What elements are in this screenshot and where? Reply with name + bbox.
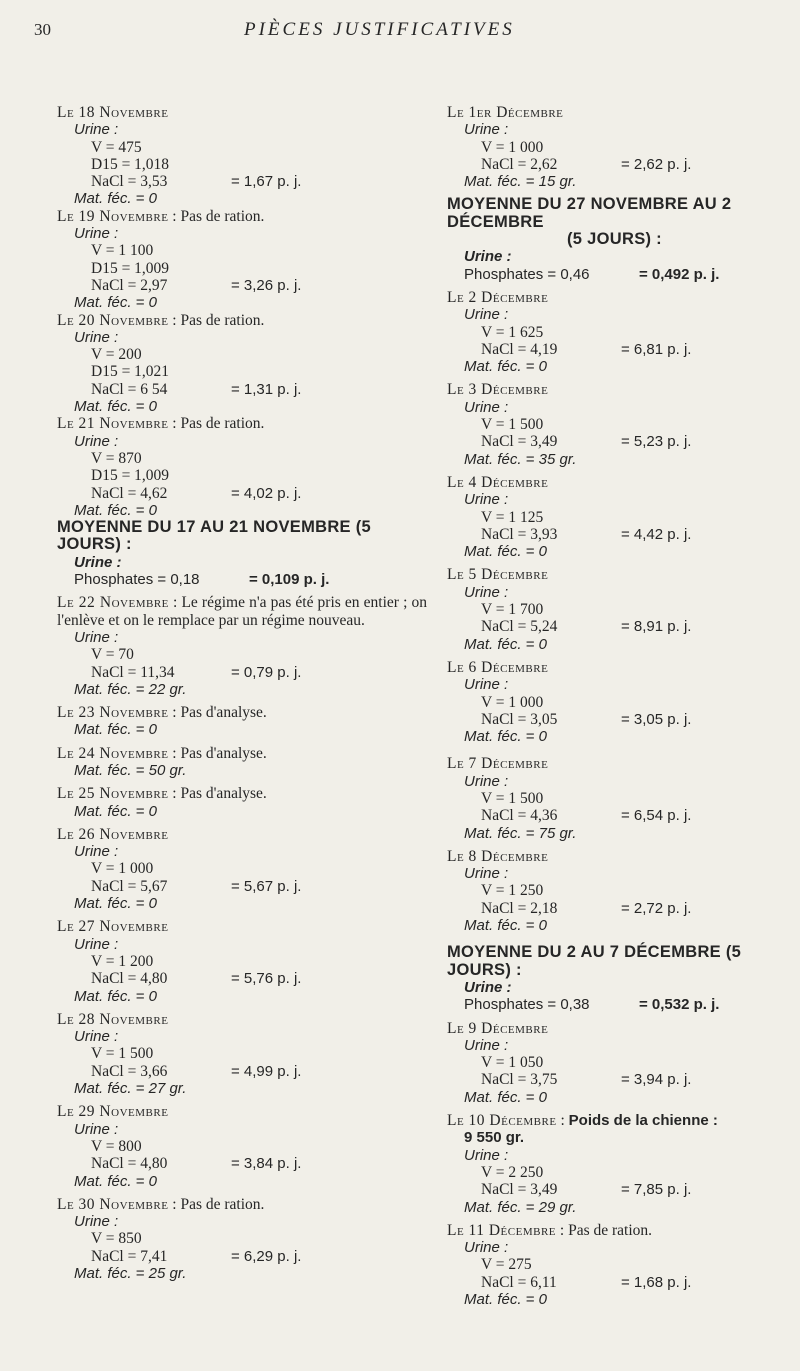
entry-2-dec <box>447 289 793 375</box>
entry-date: Le 11 Décembre <box>447 1221 557 1239</box>
fecal-matter: Mat. féc. = 27 gr. <box>74 1080 187 1098</box>
nacl-per-day: = 2,62 p. j. <box>621 155 692 173</box>
urine-label: Urine : <box>464 121 509 139</box>
entry-30-nov: Le 30 Novembre : Pas de ration. Urine : V = 850 NaCl = 7,41 = 6,29 p. j. Mat. féc. = 25 gr. <box>57 1196 427 1282</box>
volume: V = 1 500 <box>481 789 544 807</box>
left-column <box>57 104 427 1282</box>
fecal-matter: Mat. féc. = 0 <box>74 294 157 312</box>
entry-23-nov: Le 23 Novembre : Pas d'analyse. Mat. féc. = 0 <box>57 704 427 739</box>
volume: V = 2 250 <box>481 1163 544 1181</box>
fecal-matter: Mat. féc. = 0 <box>464 917 547 935</box>
fecal-matter: Mat. féc. = 0 <box>74 802 157 820</box>
nacl-value: NaCl = 3,66 <box>91 1062 168 1080</box>
volume: V = 1 000 <box>481 138 544 156</box>
fecal-matter: Mat. féc. = 0 <box>74 501 157 519</box>
urine-label: Urine : <box>464 583 509 601</box>
nacl-value: NaCl = 3,75 <box>481 1071 558 1089</box>
entry-24-nov: Le 24 Novembre : Pas d'analyse. Mat. féc. = 50 gr. <box>57 745 427 780</box>
entry-date: Le 26 Novembre <box>57 825 169 843</box>
nacl-value: NaCl = 3,53 <box>91 173 168 191</box>
urine-label: Urine : <box>74 553 122 571</box>
nacl-per-day: = 0,79 p. j. <box>231 663 302 681</box>
urine-label: Urine : <box>74 628 119 646</box>
volume: V = 1 100 <box>91 242 154 260</box>
fecal-matter: Mat. féc. = 0 <box>74 721 157 739</box>
page-number: 30 <box>34 20 51 39</box>
nacl-value: NaCl = 3,05 <box>481 710 558 728</box>
urine-label: Urine : <box>464 491 509 509</box>
entry-date: Le 4 Décembre <box>447 473 549 491</box>
volume: V = 1 125 <box>481 508 544 526</box>
nacl-value: NaCl = 4,62 <box>91 484 168 502</box>
entry-9-dec <box>447 1020 793 1106</box>
urine-label: Urine : <box>74 328 119 346</box>
entry-note: Pas d'analyse. <box>180 704 267 722</box>
fecal-matter: Mat. féc. = 0 <box>464 635 547 653</box>
phosphates-per-day: = 0,109 p. j. <box>249 571 330 589</box>
entry-note: Poids de la chienne : <box>568 1112 718 1130</box>
nacl-value: NaCl = 4,19 <box>481 340 558 358</box>
entry-date: Le 29 Novembre <box>57 1103 169 1121</box>
entry-date: Le 27 Novembre <box>57 918 169 936</box>
entry-note: Pas de ration. <box>180 311 265 329</box>
fecal-matter: Mat. féc. = 0 <box>74 398 157 416</box>
volume: V = 1 625 <box>481 323 544 341</box>
urine-label: Urine : <box>464 1239 509 1257</box>
nacl-value: NaCl = 2,18 <box>481 899 558 917</box>
entry-29-nov <box>57 1103 427 1189</box>
mean-title: MOYENNE DU 2 AU 7 DÉCEMBRE (5 JOURS) : <box>447 943 742 979</box>
nacl-value: NaCl = 3,49 <box>481 1181 558 1199</box>
entry-date: Le 28 Novembre <box>57 1010 169 1028</box>
volume: V = 1 050 <box>481 1054 544 1072</box>
volume: V = 1 500 <box>481 416 544 434</box>
urine-label: Urine : <box>74 121 119 139</box>
entry-date: Le 22 Novembre <box>57 594 169 612</box>
fecal-matter: Mat. féc. = 0 <box>464 728 547 746</box>
entry-20-nov: Le 20 Novembre : Pas de ration. Urine : V = 200 D15 = 1,021 NaCl = 6 54 = 1,31 p. j. Mat. féc. = 0 <box>57 312 427 416</box>
entry-1-dec <box>447 104 793 190</box>
nacl-value: NaCl = 4,80 <box>91 1155 168 1173</box>
entry-22-nov: Le 22 Novembre : Le régime n'a pas été pris en entier ; on l'enlève et on le remplace par un régime nouveau. Urine : V = 70 NaCl = 11,34 = 0,79 p. j. Mat. féc. = 22 gr. <box>57 594 427 698</box>
fecal-matter: Mat. féc. = 0 <box>464 1291 547 1308</box>
volume: V = 200 <box>91 346 142 364</box>
right-column <box>447 104 793 1308</box>
entry-note: Le régime n'a pas été pris en entier ; on l'enlève et on le remplace par un régime nouveau. <box>57 594 427 629</box>
entry-date: Le 5 Décembre <box>447 566 549 584</box>
volume: V = 1 000 <box>91 860 154 878</box>
entry-note: Pas de ration. <box>180 415 265 433</box>
density: D15 = 1,009 <box>91 467 170 485</box>
entry-date: Le 30 Novembre <box>57 1195 169 1213</box>
volume: V = 1 250 <box>481 882 544 900</box>
entry-date: Le 8 Décembre <box>447 847 549 865</box>
nacl-value: NaCl = 6 54 <box>91 380 168 398</box>
running-title: PIÈCES JUSTIFICATIVES <box>244 19 515 40</box>
volume: V = 870 <box>91 449 142 467</box>
nacl-value: NaCl = 2,62 <box>481 155 558 173</box>
volume: V = 1 200 <box>91 952 154 970</box>
entry-note: Pas d'analyse. <box>180 785 267 803</box>
urine-label: Urine : <box>74 225 119 243</box>
fecal-matter: Mat. féc. = 25 gr. <box>74 1265 187 1282</box>
nacl-per-day: = 8,91 p. j. <box>621 618 692 636</box>
fecal-matter: Mat. féc. = 75 gr. <box>464 824 577 842</box>
entry-date: Le 21 Novembre <box>57 415 169 433</box>
dog-weight: 9 550 gr. <box>464 1129 525 1147</box>
fecal-matter: Mat. féc. = 0 <box>464 1088 547 1106</box>
entry-8-dec <box>447 848 793 934</box>
volume: V = 275 <box>481 1256 532 1274</box>
nacl-per-day: = 7,85 p. j. <box>621 1181 692 1199</box>
nacl-per-day: = 4,02 p. j. <box>231 484 302 502</box>
entry-28-nov <box>57 1011 427 1097</box>
volume: V = 800 <box>91 1137 142 1155</box>
entry-date: Le 1er Décembre <box>447 104 564 121</box>
urine-label: Urine : <box>74 935 119 953</box>
nacl-per-day: = 5,23 p. j. <box>621 433 692 451</box>
urine-label: Urine : <box>464 248 512 266</box>
entry-date: Le 9 Décembre <box>447 1019 549 1037</box>
entry-date: Le 23 Novembre <box>57 704 169 722</box>
entry-date: Le 10 Décembre <box>447 1112 557 1130</box>
mean-27-nov-2-dec <box>447 196 793 282</box>
entry-7-dec <box>447 755 793 841</box>
urine-label: Urine : <box>464 398 509 416</box>
entry-date: Le 3 Décembre <box>447 381 549 399</box>
phosphates-value: Phosphates = 0,38 <box>464 996 590 1014</box>
entry-date: Le 24 Novembre <box>57 744 169 762</box>
nacl-per-day: = 4,99 p. j. <box>231 1062 302 1080</box>
page-header <box>0 20 800 50</box>
nacl-per-day: = 1,31 p. j. <box>231 380 302 398</box>
urine-label: Urine : <box>74 1120 119 1138</box>
nacl-per-day: = 2,72 p. j. <box>621 899 692 917</box>
urine-label: Urine : <box>464 978 512 996</box>
mean-2-7-dec <box>447 944 793 1013</box>
nacl-per-day: = 4,42 p. j. <box>621 525 692 543</box>
nacl-value: NaCl = 4,80 <box>91 970 168 988</box>
volume: V = 70 <box>91 646 134 664</box>
nacl-value: NaCl = 2,97 <box>91 276 168 294</box>
fecal-matter: Mat. féc. = 29 gr. <box>464 1198 577 1216</box>
nacl-per-day: = 3,26 p. j. <box>231 276 302 294</box>
nacl-per-day: = 3,94 p. j. <box>621 1071 692 1089</box>
phosphates-per-day: = 0,492 p. j. <box>639 265 720 283</box>
urine-label: Urine : <box>464 1146 509 1164</box>
entry-note: Pas de ration. <box>180 207 265 225</box>
urine-label: Urine : <box>464 865 509 883</box>
nacl-per-day: = 5,67 p. j. <box>231 877 302 895</box>
urine-label: Urine : <box>464 772 509 790</box>
mean-title-cont: (5 JOURS) : <box>567 230 662 249</box>
phosphates-per-day: = 0,532 p. j. <box>639 996 720 1014</box>
urine-label: Urine : <box>74 1213 119 1231</box>
entry-date: Le 2 Décembre <box>447 288 549 306</box>
nacl-per-day: = 1,68 p. j. <box>621 1273 692 1291</box>
entry-18-nov <box>57 104 427 208</box>
fecal-matter: Mat. féc. = 0 <box>464 358 547 376</box>
entry-6-dec <box>447 659 793 745</box>
entry-10-dec: Le 10 Décembre : Poids de la chienne : 9 550 gr. Urine : V = 2 250 NaCl = 3,49 = 7,85 p. j. Mat. féc. = 29 gr. <box>447 1112 793 1216</box>
urine-label: Urine : <box>74 1028 119 1046</box>
entry-4-dec <box>447 474 793 560</box>
density: D15 = 1,021 <box>91 363 170 381</box>
urine-label: Urine : <box>464 1036 509 1054</box>
urine-label: Urine : <box>74 432 119 450</box>
urine-label: Urine : <box>464 306 509 324</box>
nacl-per-day: = 3,05 p. j. <box>621 710 692 728</box>
fecal-matter: Mat. féc. = 22 gr. <box>74 680 187 698</box>
mean-title: MOYENNE DU 27 NOVEMBRE AU 2 DÉCEMBRE <box>447 195 732 231</box>
fecal-matter: Mat. féc. = 0 <box>464 543 547 561</box>
urine-label: Urine : <box>464 676 509 694</box>
nacl-per-day: = 6,29 p. j. <box>231 1247 302 1265</box>
entry-21-nov: Le 21 Novembre : Pas de ration. Urine : V = 870 D15 = 1,009 NaCl = 4,62 = 4,02 p. j. Mat. féc. = 0 <box>57 415 427 519</box>
nacl-value: NaCl = 4,36 <box>481 807 558 825</box>
entry-date: Le 18 Novembre <box>57 104 169 121</box>
fecal-matter: Mat. féc. = 0 <box>74 190 157 208</box>
mean-title: MOYENNE DU 17 AU 21 NOVEMBRE (5 JOURS) : <box>57 518 372 554</box>
nacl-value: NaCl = 3,49 <box>481 433 558 451</box>
fecal-matter: Mat. féc. = 0 <box>74 1172 157 1190</box>
volume: V = 850 <box>91 1230 142 1248</box>
entry-5-dec <box>447 566 793 652</box>
nacl-value: NaCl = 5,67 <box>91 877 168 895</box>
phosphates-value: Phosphates = 0,18 <box>74 571 200 589</box>
nacl-per-day: = 6,54 p. j. <box>621 807 692 825</box>
urine-label: Urine : <box>74 843 119 861</box>
entry-19-nov: Le 19 Novembre : Pas de ration. Urine : V = 1 100 D15 = 1,009 NaCl = 2,97 = 3,26 p. j. Mat. féc. = 0 <box>57 208 427 312</box>
nacl-per-day: = 6,81 p. j. <box>621 340 692 358</box>
phosphates-value: Phosphates = 0,46 <box>464 265 590 283</box>
entry-11-dec: Le 11 Décembre : Pas de ration. Urine : V = 275 NaCl = 6,11 = 1,68 p. j. Mat. féc. = 0 <box>447 1222 793 1308</box>
entry-note: Pas de ration. <box>568 1221 653 1239</box>
volume: V = 475 <box>91 138 142 156</box>
entry-3-dec <box>447 381 793 467</box>
volume: V = 1 000 <box>481 693 544 711</box>
entry-note: Pas de ration. <box>180 1195 265 1213</box>
density: D15 = 1,009 <box>91 259 170 277</box>
entry-date: Le 6 Décembre <box>447 658 549 676</box>
fecal-matter: Mat. féc. = 35 gr. <box>464 450 577 468</box>
nacl-value: NaCl = 6,11 <box>481 1273 557 1291</box>
nacl-per-day: = 3,84 p. j. <box>231 1155 302 1173</box>
volume: V = 1 500 <box>91 1045 154 1063</box>
entry-26-nov <box>57 826 427 912</box>
entry-date: Le 20 Novembre <box>57 311 169 329</box>
fecal-matter: Mat. féc. = 50 gr. <box>74 761 187 779</box>
nacl-value: NaCl = 3,93 <box>481 525 558 543</box>
mean-17-21-nov <box>57 519 427 588</box>
nacl-value: NaCl = 5,24 <box>481 618 558 636</box>
entry-note: Pas d'analyse. <box>180 744 267 762</box>
fecal-matter: Mat. féc. = 0 <box>74 987 157 1005</box>
entry-date: Le 19 Novembre <box>57 207 169 225</box>
entry-25-nov: Le 25 Novembre : Pas d'analyse. Mat. féc. = 0 <box>57 785 427 820</box>
fecal-matter: Mat. féc. = 0 <box>74 895 157 913</box>
fecal-matter: Mat. féc. = 15 gr. <box>464 173 577 191</box>
entry-date: Le 25 Novembre <box>57 785 169 803</box>
entry-27-nov <box>57 918 427 1004</box>
nacl-value: NaCl = 7,41 <box>91 1247 168 1265</box>
nacl-value: NaCl = 11,34 <box>91 663 175 681</box>
nacl-per-day: = 5,76 p. j. <box>231 970 302 988</box>
nacl-per-day: = 1,67 p. j. <box>231 173 302 191</box>
volume: V = 1 700 <box>481 601 544 619</box>
entry-date: Le 7 Décembre <box>447 755 549 773</box>
density: D15 = 1,018 <box>91 155 170 173</box>
